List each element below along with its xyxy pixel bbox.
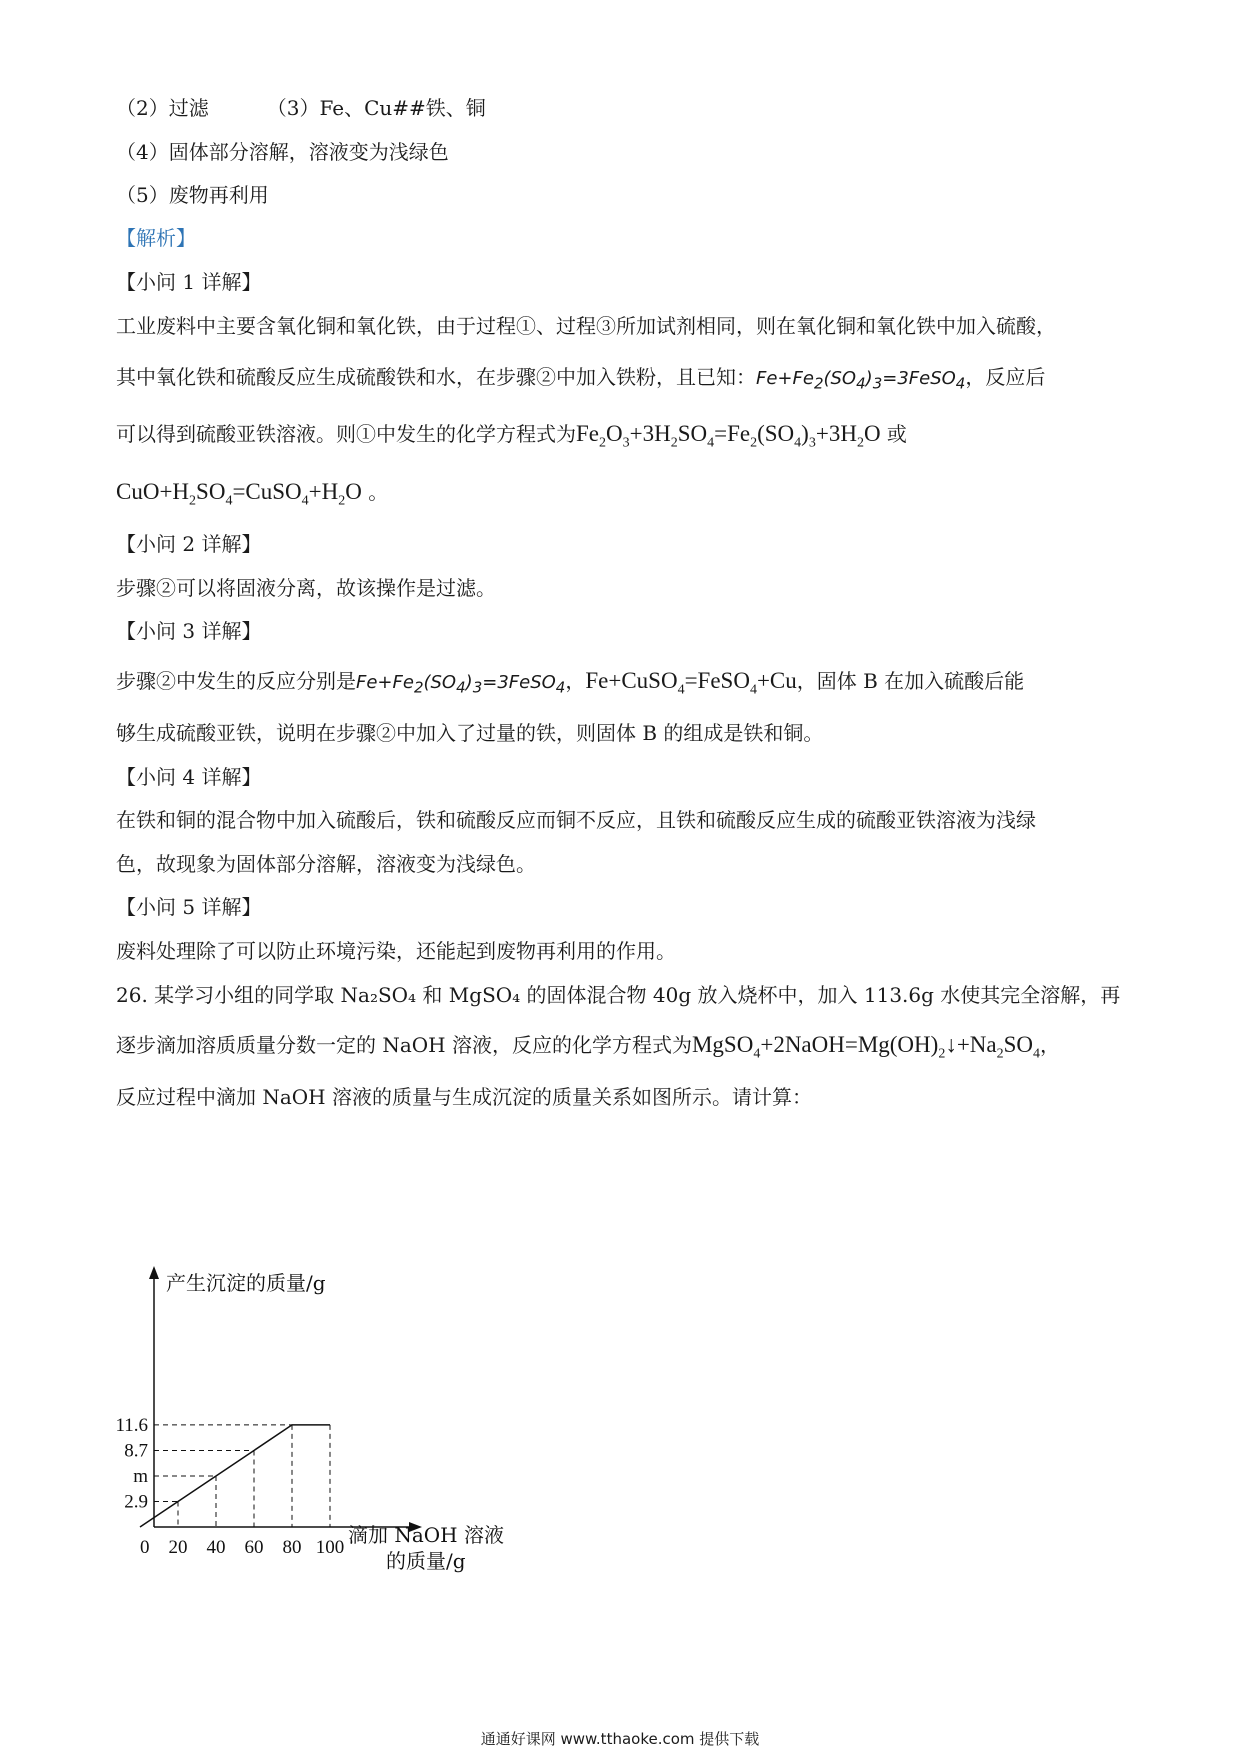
q4-line1: 在铁和铜的混合物中加入硫酸后，铁和硫酸反应而铜不反应，且铁和硫酸反应生成的硫酸亚铁溶液为浅绿 [116, 808, 1036, 832]
y-tick-label: 2.9 [124, 1491, 148, 1513]
equation-fe-cuso4: Fe+CuSO$_4$=FeSO$_4$+Cu [585, 668, 797, 698]
analysis-heading: 【解析】 [116, 226, 196, 250]
q3-line2: 够生成硫酸亚铁，说明在步骤②中加入了过量的铁，则固体 B 的组成是铁和铜。 [116, 721, 824, 745]
chart-guides [154, 1425, 330, 1527]
q3-heading: 【小问 3 详解】 [116, 619, 262, 643]
x-tick-label: 40 [206, 1537, 226, 1558]
y-tick-label: m [133, 1465, 148, 1487]
precipitate-mass-chart [115, 1262, 570, 1573]
chart-series [140, 1425, 330, 1527]
q1-line3: 可以得到硫酸亚铁溶液。则①中发生的化学方程式为$Fe_2O_3+3H_2SO_4=Fe_2(SO_4)_3+3H_2O$ 或 [116, 421, 907, 451]
q26-line3: 反应过程中滴加 NaOH 溶液的质量与生成沉淀的质量关系如图所示。请计算： [116, 1085, 812, 1109]
equation-fe-fe2so43-b: $Fe+Fe_2(SO_4)_3=3FeSO_4$ [356, 672, 566, 697]
page-footer: 通通好课网 www.tthaoke.com 提供下载 [480, 1730, 760, 1748]
answer-2-3 [116, 95, 486, 121]
y-tick-label: 8.7 [124, 1440, 148, 1462]
q4-heading: 【小问 4 详解】 [116, 765, 262, 789]
chart-ticks [115, 1415, 344, 1558]
q1-line4: $CuO+H_2SO_4=CuSO_4+H_2O$ 。 [116, 479, 389, 509]
q1-line2: 其中氧化铁和硫酸反应生成硫酸铁和水，在步骤②中加入铁粉，且已知：$Fe+Fe_2(SO_4)_3=3FeSO_4$，反应后 [116, 365, 1046, 393]
answer-5: （5）废物再利用 [116, 183, 269, 207]
equation-fe2o3-h2so4: $Fe_2O_3+3H_2SO_4=Fe_2(SO_4)_3+3H_2O$ [576, 421, 881, 451]
x-axis-label-line1: 滴加 NaOH 溶液 [348, 1523, 504, 1547]
x-tick-label: 60 [244, 1537, 264, 1558]
equation-cuo-h2so4: $CuO+H_2SO_4=CuSO_4+H_2O$ [116, 479, 362, 509]
x-tick-label: 0 [140, 1537, 150, 1558]
y-axis-arrow [149, 1266, 159, 1279]
q5-heading: 【小问 5 详解】 [116, 895, 262, 919]
equation-mgso4-naoh: $MgSO_4+2NaOH=Mg(OH)_2↓+Na_2SO_4$ [691, 1032, 1041, 1062]
q3-line1: 步骤②中发生的反应分别是$Fe+Fe_2(SO_4)_3=3FeSO_4$，Fe+CuSO$_4$=FeSO$_4$+Cu，固体 B 在加入硫酸后能 [116, 668, 1025, 698]
q2-line1: 步骤②可以将固液分离，故该操作是过滤。 [116, 576, 496, 600]
equation-fe-fe2so43: $Fe+Fe_2(SO_4)_3=3FeSO_4$ [756, 368, 966, 393]
x-axis-label-line2: 的质量/g [386, 1549, 466, 1573]
q26-line1: 26. 某学习小组的同学取 Na₂SO₄ 和 MgSO₄ 的固体混合物 40g 放入烧杯中，加入 113.6g 水使其完全溶解，再 [116, 983, 1121, 1007]
q5-line1: 废料处理除了可以防止环境污染，还能起到废物再利用的作用。 [116, 939, 676, 963]
x-tick-label: 80 [282, 1537, 302, 1558]
q26-line2: 逐步滴加溶质质量分数一定的 NaOH 溶液，反应的化学方程式为$MgSO_4+2NaOH=Mg(OH)_2↓+Na_2SO_4$， [116, 1032, 1061, 1062]
q4-line2: 色，故现象为固体部分溶解，溶液变为浅绿色。 [116, 852, 536, 876]
answer-2: （2）过滤 [116, 96, 209, 120]
answer-4: （4）固体部分溶解，溶液变为浅绿色 [116, 140, 449, 164]
x-tick-label: 20 [168, 1537, 188, 1558]
x-tick-label: 100 [315, 1537, 345, 1558]
series-line [140, 1425, 330, 1527]
answer-3: （3）Fe、Cu##铁、铜 [266, 96, 486, 120]
q2-heading: 【小问 2 详解】 [116, 532, 262, 556]
y-tick-label: 11.6 [115, 1414, 148, 1436]
q1-line1: 工业废料中主要含氧化铜和氧化铁，由于过程①、过程③所加试剂相同，则在氧化铜和氧化铁中加入硫酸， [116, 314, 1056, 338]
chart-axes [149, 1266, 422, 1532]
q1-heading: 【小问 1 详解】 [116, 270, 262, 294]
y-axis-label: 产生沉淀的质量/g [166, 1271, 326, 1295]
